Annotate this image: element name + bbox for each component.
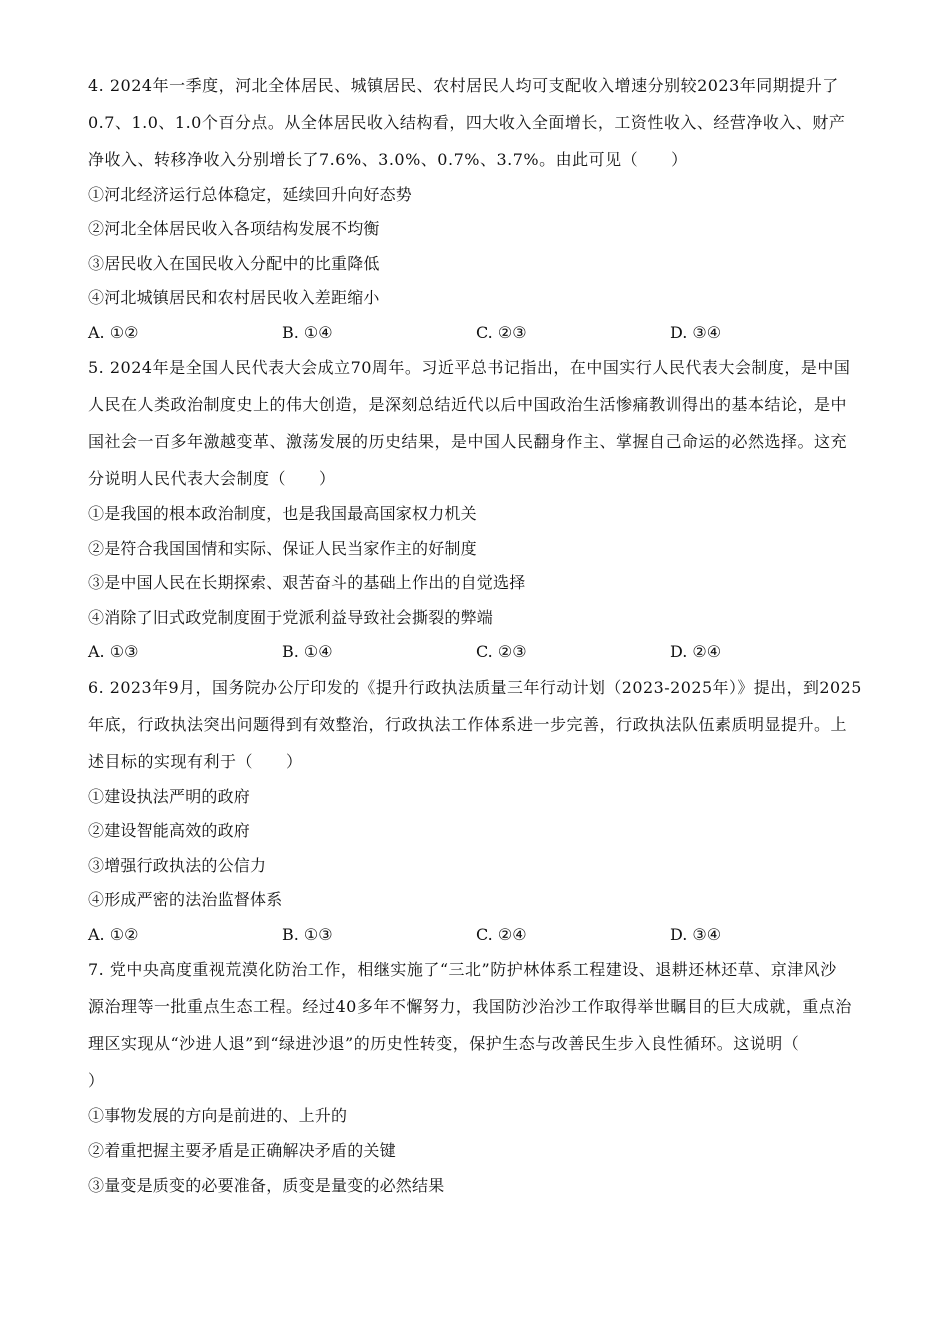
question-7-statement-3: ③量变是质变的必要准备，质变是量变的必然结果	[88, 1176, 445, 1195]
question-5-option-a[interactable]: A. ①③	[88, 642, 139, 661]
question-7-stem-line-2: 源治理等一批重点生态工程。经过40多年不懈努力，我国防沙治沙工作取得举世瞩目的巨大成就，重点治	[88, 997, 852, 1016]
question-7-stem-line-4: ）	[88, 1071, 105, 1090]
question-6-statement-4: ④形成严密的法治监督体系	[88, 890, 283, 909]
question-6-stem-line-1: 6. 2023年9月，国务院办公厅印发的《提升行政执法质量三年行动计划（2023-2025年）》提出，到2025	[88, 678, 862, 697]
question-5-stem-line-1: 5. 2024年是全国人民代表大会成立70周年。习近平总书记指出，在中国实行人民代表大会制度，是中国	[88, 358, 851, 377]
question-6-option-a[interactable]: A. ①②	[88, 925, 139, 944]
question-5-statement-1: ①是我国的根本政治制度，也是我国最高国家权力机关	[88, 504, 477, 523]
question-4-stem-line-3: 净收入、转移净收入分别增长了7.6%、3.0%、0.7%、3.7%。由此可见（ ）	[88, 150, 688, 169]
question-4-statement-1: ①河北经济运行总体稳定，延续回升向好态势	[88, 185, 413, 204]
question-7-stem-line-1: 7. 党中央高度重视荒漠化防治工作，相继实施了“三北”防护林体系工程建设、退耕还林还草、京津风沙	[88, 960, 837, 979]
question-4-option-c[interactable]: C. ②③	[476, 323, 527, 342]
question-6-statement-3: ③增强行政执法的公信力	[88, 856, 267, 875]
question-6-option-d[interactable]: D. ③④	[670, 925, 722, 944]
question-7-stem-line-3: 理区实现从“沙进人退”到“绿进沙退”的历史性转变，保护生态与改善民生步入良性循环。这说明（	[88, 1034, 800, 1053]
question-4-option-b[interactable]: B. ①④	[282, 323, 333, 342]
question-5-stem-line-3: 国社会一百多年激越变革、激荡发展的历史结果，是中国人民翻身作主、掌握自己命运的必然选择。这充	[88, 432, 848, 451]
question-4-option-d[interactable]: D. ③④	[670, 323, 722, 342]
question-4-stem-line-1: 4. 2024年一季度，河北全体居民、城镇居民、农村居民人均可支配收入增速分别较2023年同期提升了	[88, 76, 839, 95]
question-4-stem-line-2: 0.7、1.0、1.0个百分点。从全体居民收入结构看，四大收入全面增长，工资性收入、经营净收入、财产	[88, 113, 846, 132]
question-6-option-b[interactable]: B. ①③	[282, 925, 333, 944]
question-5-option-b[interactable]: B. ①④	[282, 642, 333, 661]
question-7-statement-1: ①事物发展的方向是前进的、上升的	[88, 1106, 348, 1125]
question-5-stem-line-4: 分说明人民代表大会制度（ ）	[88, 469, 336, 488]
question-5-option-c[interactable]: C. ②③	[476, 642, 527, 661]
question-5-stem-line-2: 人民在人类政治制度史上的伟大创造，是深刻总结近代以后中国政治生活惨痛教训得出的基本结论，是中	[88, 395, 848, 414]
question-5-statement-2: ②是符合我国国情和实际、保证人民当家作主的好制度	[88, 539, 477, 558]
question-5-statement-4: ④消除了旧式政党制度囿于党派利益导致社会撕裂的弊端	[88, 608, 494, 627]
question-6-stem-line-2: 年底，行政执法突出问题得到有效整治，行政执法工作体系进一步完善，行政执法队伍素质明显提升。上	[88, 715, 848, 734]
question-4-statement-4: ④河北城镇居民和农村居民收入差距缩小	[88, 288, 380, 307]
question-6-statement-2: ②建设智能高效的政府	[88, 821, 251, 840]
question-6-stem-line-3: 述目标的实现有利于（ ）	[88, 752, 303, 771]
question-5-statement-3: ③是中国人民在长期探索、艰苦奋斗的基础上作出的自觉选择	[88, 573, 526, 592]
question-6-option-c[interactable]: C. ②④	[476, 925, 527, 944]
question-4-statement-3: ③居民收入在国民收入分配中的比重降低	[88, 254, 380, 273]
question-6-statement-1: ①建设执法严明的政府	[88, 787, 251, 806]
question-7-statement-2: ②着重把握主要矛盾是正确解决矛盾的关键	[88, 1141, 396, 1160]
question-5-option-d[interactable]: D. ②④	[670, 642, 722, 661]
question-4-option-a[interactable]: A. ①②	[88, 323, 139, 342]
question-4-statement-2: ②河北全体居民收入各项结构发展不均衡	[88, 219, 380, 238]
